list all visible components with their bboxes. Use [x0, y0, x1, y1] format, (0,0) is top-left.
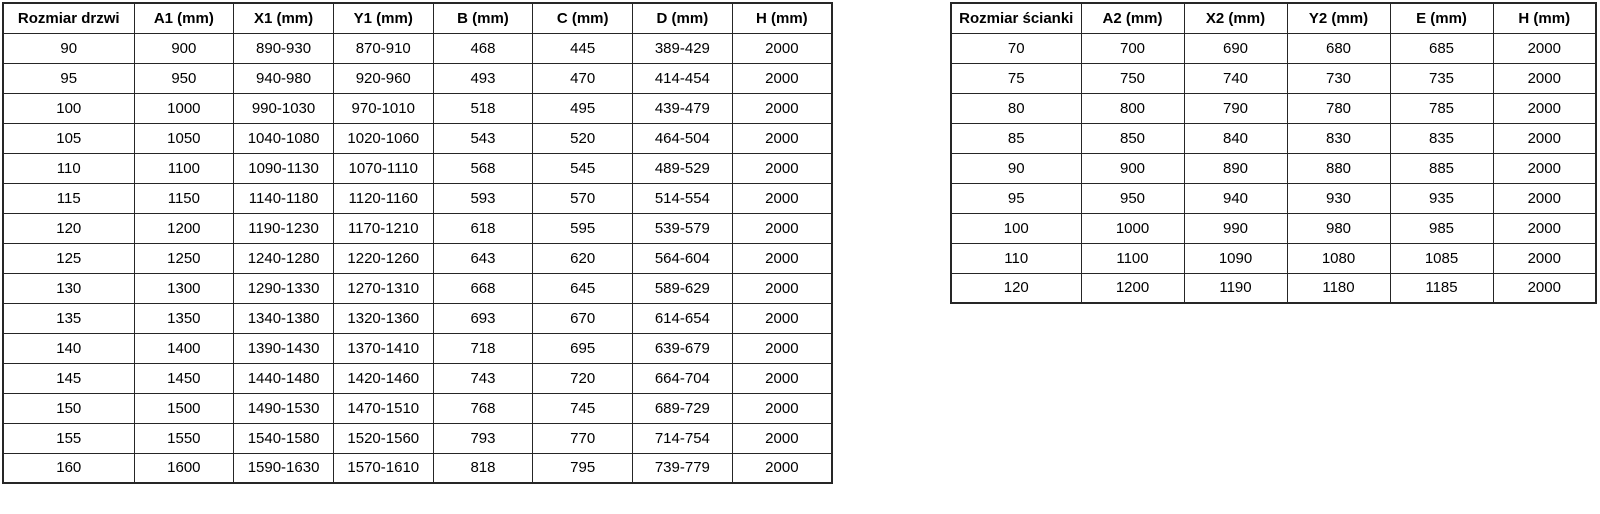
table-cell: 70	[951, 33, 1081, 63]
table-cell: 495	[533, 93, 633, 123]
table-cell: 614-654	[633, 303, 733, 333]
table-row	[951, 123, 1596, 153]
table-cell: 1100	[1081, 243, 1184, 273]
table-cell: 985	[1390, 213, 1493, 243]
table-cell: 920-960	[333, 63, 433, 93]
column-header-c-mm: C (mm)	[533, 3, 633, 33]
table-cell: 2000	[732, 453, 832, 483]
column-header-y2-mm: Y2 (mm)	[1287, 3, 1390, 33]
table-cell: 105	[3, 123, 134, 153]
table-cell: 439-479	[633, 93, 733, 123]
table-row	[951, 243, 1596, 273]
table-cell: 110	[3, 153, 134, 183]
table-row	[3, 363, 832, 393]
table-cell: 155	[3, 423, 134, 453]
table-cell: 664-704	[633, 363, 733, 393]
table-cell: 120	[3, 213, 134, 243]
table-cell: 718	[433, 333, 533, 363]
table-cell: 75	[951, 63, 1081, 93]
table-cell: 643	[433, 243, 533, 273]
table-cell: 2000	[732, 93, 832, 123]
table-cell: 885	[1390, 153, 1493, 183]
table-row	[3, 63, 832, 93]
table-cell: 1000	[1081, 213, 1184, 243]
table-cell: 900	[134, 33, 234, 63]
table-cell: 468	[433, 33, 533, 63]
door-size-table	[2, 2, 833, 484]
table-cell: 464-504	[633, 123, 733, 153]
table-cell: 768	[433, 393, 533, 423]
table-row	[951, 63, 1596, 93]
table-cell: 685	[1390, 33, 1493, 63]
table-cell: 800	[1081, 93, 1184, 123]
table-cell: 568	[433, 153, 533, 183]
table-cell: 935	[1390, 183, 1493, 213]
table-cell: 618	[433, 213, 533, 243]
table-cell: 990-1030	[234, 93, 334, 123]
table-cell: 714-754	[633, 423, 733, 453]
table-cell: 389-429	[633, 33, 733, 63]
table-row	[3, 213, 832, 243]
table-cell: 2000	[732, 243, 832, 273]
column-header-a1-mm: A1 (mm)	[134, 3, 234, 33]
table-cell: 743	[433, 363, 533, 393]
table-cell: 95	[951, 183, 1081, 213]
table-cell: 564-604	[633, 243, 733, 273]
column-header-rozmiar-cianki: Rozmiar ścianki	[951, 3, 1081, 33]
table-cell: 690	[1184, 33, 1287, 63]
table-cell: 1250	[134, 243, 234, 273]
table-cell: 120	[951, 273, 1081, 303]
table-cell: 95	[3, 63, 134, 93]
table-cell: 90	[951, 153, 1081, 183]
table-cell: 1190-1230	[234, 213, 334, 243]
table-cell: 2000	[1493, 273, 1596, 303]
table-cell: 1085	[1390, 243, 1493, 273]
table-cell: 670	[533, 303, 633, 333]
table-cell: 750	[1081, 63, 1184, 93]
table-cell: 1400	[134, 333, 234, 363]
table-cell: 520	[533, 123, 633, 153]
table-cell: 539-579	[633, 213, 733, 243]
table-row	[3, 183, 832, 213]
table-cell: 1270-1310	[333, 273, 433, 303]
table-cell: 2000	[732, 183, 832, 213]
table-row	[3, 333, 832, 363]
table-cell: 1290-1330	[234, 273, 334, 303]
table-cell: 693	[433, 303, 533, 333]
table-cell: 1450	[134, 363, 234, 393]
table-cell: 100	[3, 93, 134, 123]
door-table-header-row	[3, 3, 832, 33]
table-cell: 80	[951, 93, 1081, 123]
table-cell: 1520-1560	[333, 423, 433, 453]
table-cell: 2000	[732, 303, 832, 333]
table-cell: 90	[3, 33, 134, 63]
table-cell: 115	[3, 183, 134, 213]
table-cell: 1390-1430	[234, 333, 334, 363]
table-cell: 1300	[134, 273, 234, 303]
table-cell: 950	[134, 63, 234, 93]
column-header-y1-mm: Y1 (mm)	[333, 3, 433, 33]
table-cell: 1570-1610	[333, 453, 433, 483]
table-cell: 890-930	[234, 33, 334, 63]
table-cell: 770	[533, 423, 633, 453]
table-cell: 1170-1210	[333, 213, 433, 243]
table-cell: 695	[533, 333, 633, 363]
table-cell: 2000	[1493, 243, 1596, 273]
column-header-x2-mm: X2 (mm)	[1184, 3, 1287, 33]
table-cell: 414-454	[633, 63, 733, 93]
wall-table-header-row	[951, 3, 1596, 33]
table-cell: 645	[533, 273, 633, 303]
table-cell: 1320-1360	[333, 303, 433, 333]
table-cell: 1040-1080	[234, 123, 334, 153]
table-cell: 870-910	[333, 33, 433, 63]
table-cell: 150	[3, 393, 134, 423]
table-cell: 1070-1110	[333, 153, 433, 183]
table-cell: 1220-1260	[333, 243, 433, 273]
table-cell: 589-629	[633, 273, 733, 303]
table-cell: 2000	[732, 393, 832, 423]
table-cell: 940-980	[234, 63, 334, 93]
table-cell: 110	[951, 243, 1081, 273]
table-cell: 1490-1530	[234, 393, 334, 423]
table-cell: 1550	[134, 423, 234, 453]
table-cell: 2000	[732, 363, 832, 393]
table-row	[3, 453, 832, 483]
column-header-b-mm: B (mm)	[433, 3, 533, 33]
table-cell: 2000	[1493, 123, 1596, 153]
table-cell: 1420-1460	[333, 363, 433, 393]
table-cell: 570	[533, 183, 633, 213]
column-header-d-mm: D (mm)	[633, 3, 733, 33]
table-cell: 950	[1081, 183, 1184, 213]
table-cell: 2000	[732, 123, 832, 153]
table-cell: 145	[3, 363, 134, 393]
table-cell: 2000	[732, 423, 832, 453]
table-cell: 2000	[1493, 33, 1596, 63]
table-cell: 2000	[732, 213, 832, 243]
table-cell: 1590-1630	[234, 453, 334, 483]
table-cell: 980	[1287, 213, 1390, 243]
table-cell: 720	[533, 363, 633, 393]
table-cell: 835	[1390, 123, 1493, 153]
table-cell: 1540-1580	[234, 423, 334, 453]
table-cell: 1090-1130	[234, 153, 334, 183]
table-cell: 2000	[1493, 153, 1596, 183]
table-cell: 1200	[1081, 273, 1184, 303]
table-cell: 735	[1390, 63, 1493, 93]
table-row	[3, 153, 832, 183]
table-cell: 1080	[1287, 243, 1390, 273]
table-cell: 850	[1081, 123, 1184, 153]
table-cell: 1470-1510	[333, 393, 433, 423]
table-cell: 130	[3, 273, 134, 303]
table-row	[3, 123, 832, 153]
table-cell: 545	[533, 153, 633, 183]
table-cell: 739-779	[633, 453, 733, 483]
table-cell: 1020-1060	[333, 123, 433, 153]
table-cell: 595	[533, 213, 633, 243]
table-cell: 2000	[732, 333, 832, 363]
table-cell: 680	[1287, 33, 1390, 63]
table-cell: 793	[433, 423, 533, 453]
table-cell: 785	[1390, 93, 1493, 123]
table-cell: 140	[3, 333, 134, 363]
table-cell: 1120-1160	[333, 183, 433, 213]
table-cell: 543	[433, 123, 533, 153]
table-cell: 160	[3, 453, 134, 483]
column-header-h-mm: H (mm)	[732, 3, 832, 33]
table-cell: 1500	[134, 393, 234, 423]
table-cell: 514-554	[633, 183, 733, 213]
table-cell: 990	[1184, 213, 1287, 243]
table-cell: 2000	[1493, 93, 1596, 123]
table-cell: 930	[1287, 183, 1390, 213]
table-cell: 818	[433, 453, 533, 483]
table-cell: 2000	[732, 63, 832, 93]
column-header-rozmiar-drzwi: Rozmiar drzwi	[3, 3, 134, 33]
table-cell: 668	[433, 273, 533, 303]
table-cell: 620	[533, 243, 633, 273]
table-cell: 890	[1184, 153, 1287, 183]
table-cell: 1100	[134, 153, 234, 183]
table-cell: 493	[433, 63, 533, 93]
table-cell: 689-729	[633, 393, 733, 423]
table-cell: 135	[3, 303, 134, 333]
column-header-h-mm: H (mm)	[1493, 3, 1596, 33]
table-cell: 1180	[1287, 273, 1390, 303]
table-cell: 1350	[134, 303, 234, 333]
table-row	[951, 153, 1596, 183]
table-cell: 1150	[134, 183, 234, 213]
table-row	[951, 33, 1596, 63]
table-row	[3, 423, 832, 453]
table-cell: 100	[951, 213, 1081, 243]
table-cell: 445	[533, 33, 633, 63]
table-cell: 593	[433, 183, 533, 213]
table-cell: 1190	[1184, 273, 1287, 303]
table-cell: 1440-1480	[234, 363, 334, 393]
table-cell: 1370-1410	[333, 333, 433, 363]
column-header-a2-mm: A2 (mm)	[1081, 3, 1184, 33]
table-cell: 970-1010	[333, 93, 433, 123]
table-cell: 518	[433, 93, 533, 123]
column-header-e-mm: E (mm)	[1390, 3, 1493, 33]
table-cell: 2000	[1493, 213, 1596, 243]
table-cell: 840	[1184, 123, 1287, 153]
table-row	[951, 183, 1596, 213]
table-cell: 1050	[134, 123, 234, 153]
table-cell: 2000	[732, 33, 832, 63]
table-cell: 780	[1287, 93, 1390, 123]
table-row	[3, 273, 832, 303]
table-row	[951, 273, 1596, 303]
table-cell: 745	[533, 393, 633, 423]
table-cell: 1185	[1390, 273, 1493, 303]
table-cell: 740	[1184, 63, 1287, 93]
table-cell: 1140-1180	[234, 183, 334, 213]
table-cell: 2000	[1493, 183, 1596, 213]
table-row	[3, 243, 832, 273]
table-cell: 900	[1081, 153, 1184, 183]
table-cell: 1600	[134, 453, 234, 483]
table-row	[3, 33, 832, 63]
table-cell: 1340-1380	[234, 303, 334, 333]
table-cell: 795	[533, 453, 633, 483]
table-cell: 2000	[732, 273, 832, 303]
table-row	[3, 393, 832, 423]
table-cell: 790	[1184, 93, 1287, 123]
table-cell: 639-679	[633, 333, 733, 363]
table-cell: 85	[951, 123, 1081, 153]
table-row	[951, 93, 1596, 123]
table-cell: 489-529	[633, 153, 733, 183]
table-cell: 1240-1280	[234, 243, 334, 273]
table-cell: 125	[3, 243, 134, 273]
table-cell: 2000	[1493, 63, 1596, 93]
table-row	[3, 303, 832, 333]
table-cell: 730	[1287, 63, 1390, 93]
table-cell: 830	[1287, 123, 1390, 153]
table-row	[951, 213, 1596, 243]
table-cell: 1090	[1184, 243, 1287, 273]
table-cell: 880	[1287, 153, 1390, 183]
table-row	[3, 93, 832, 123]
table-cell: 470	[533, 63, 633, 93]
column-header-x1-mm: X1 (mm)	[234, 3, 334, 33]
table-cell: 1200	[134, 213, 234, 243]
table-cell: 1000	[134, 93, 234, 123]
wall-size-table	[950, 2, 1597, 304]
table-cell: 2000	[732, 153, 832, 183]
table-cell: 700	[1081, 33, 1184, 63]
table-cell: 940	[1184, 183, 1287, 213]
